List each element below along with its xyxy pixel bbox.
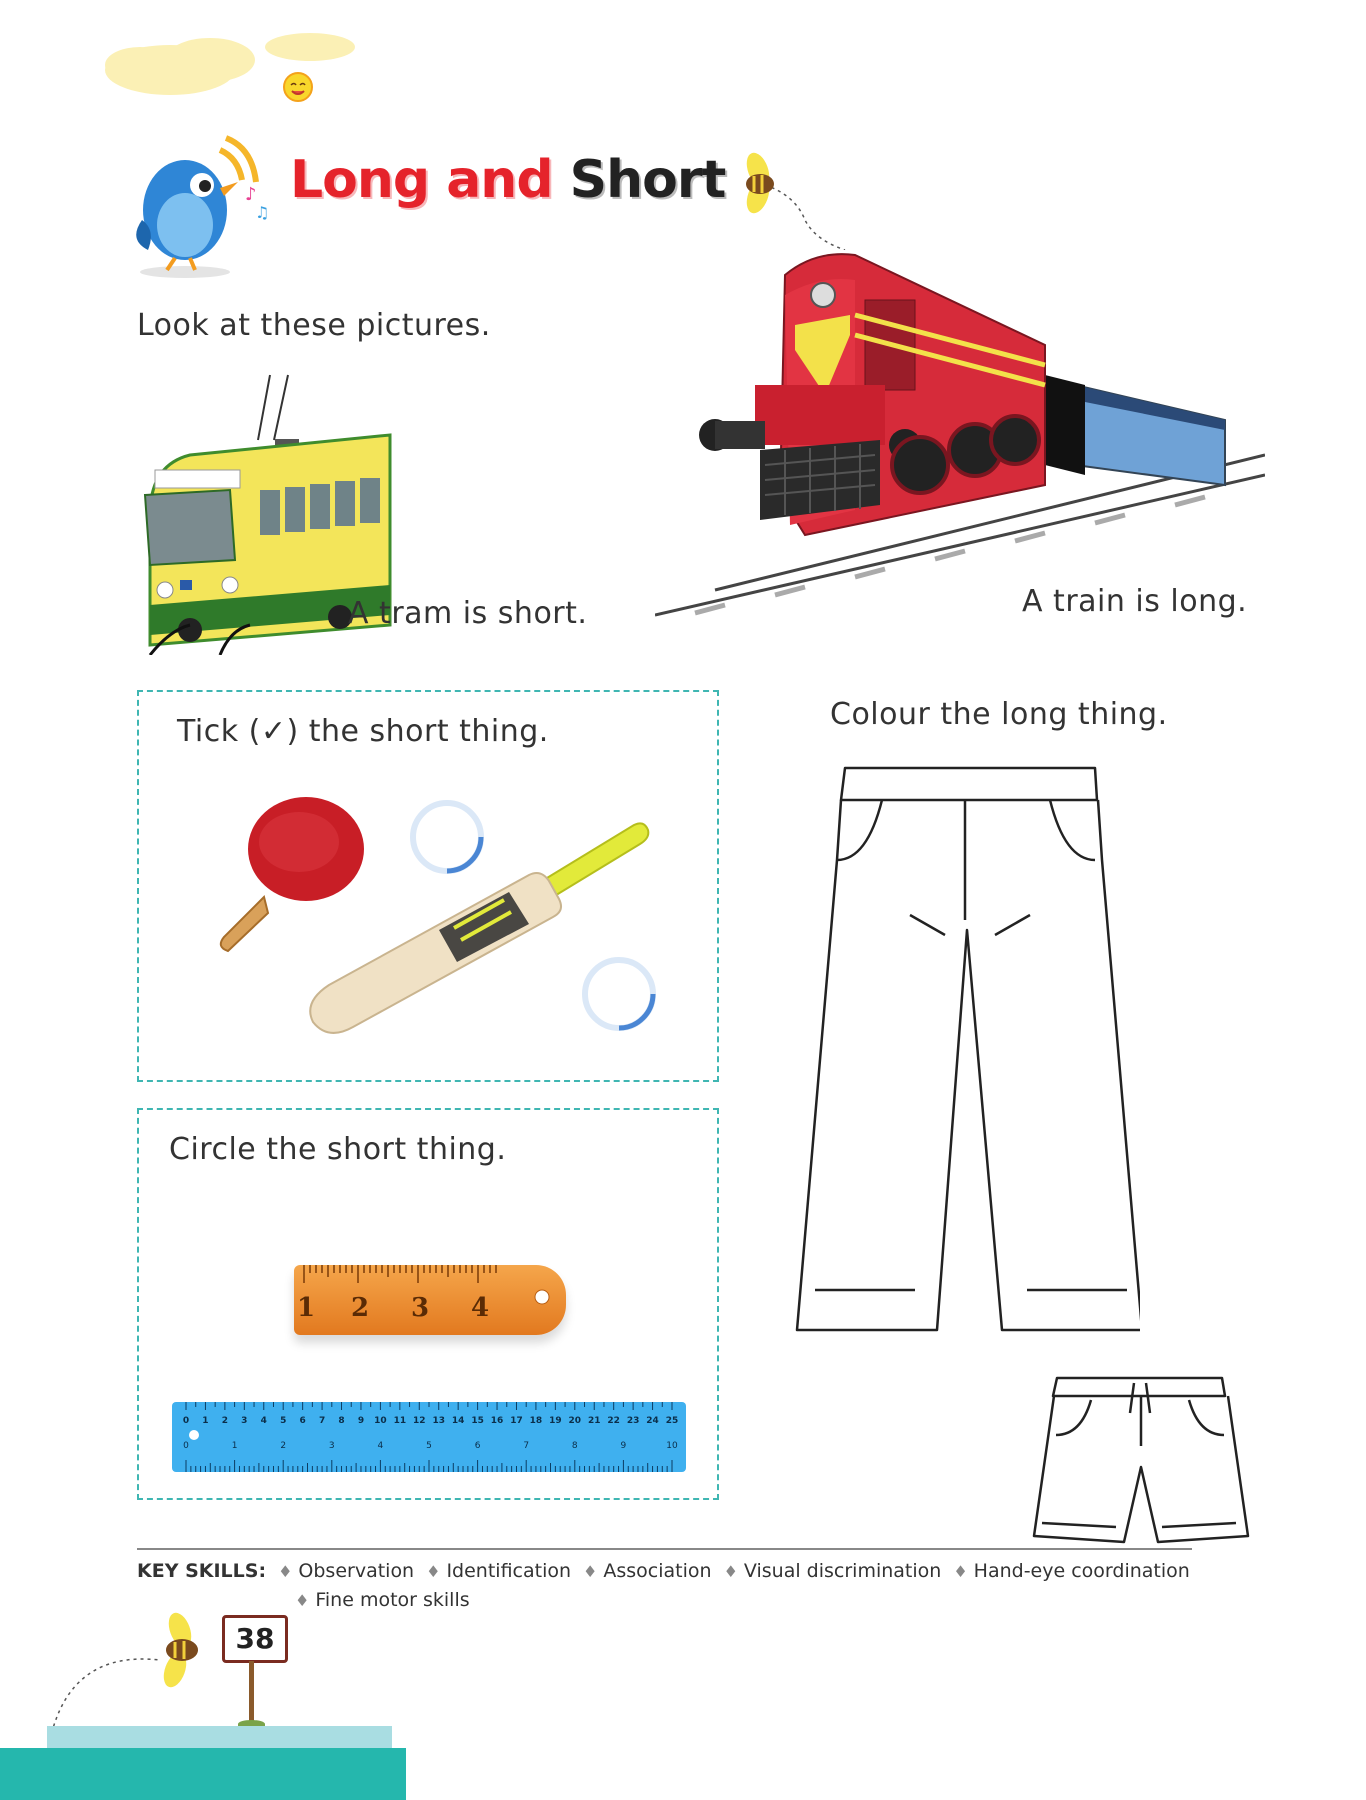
key-skill-item: Identification bbox=[446, 1560, 572, 1582]
bottom-light-strip bbox=[47, 1726, 392, 1748]
long-ruler-ticks bbox=[172, 1402, 686, 1472]
long-ruler-top-number: 7 bbox=[318, 1416, 326, 1426]
long-ruler-top-number: 12 bbox=[413, 1416, 426, 1426]
long-ruler-svg bbox=[172, 1402, 686, 1472]
long-ruler-bottom-number: 10 bbox=[666, 1441, 678, 1451]
clouds-sun-decoration bbox=[100, 25, 360, 115]
long-ruler-hole bbox=[189, 1430, 199, 1440]
long-ruler-bottom-number: 8 bbox=[571, 1441, 578, 1451]
long-ruler-top-number: 10 bbox=[374, 1416, 387, 1426]
short-ruler-number: 2 bbox=[351, 1293, 370, 1323]
long-ruler-top-number: 1 bbox=[202, 1416, 209, 1426]
long-ruler-bottom-number: 2 bbox=[280, 1441, 287, 1451]
long-ruler-top-number: 20 bbox=[568, 1416, 582, 1426]
long-ruler-top-number: 19 bbox=[549, 1416, 562, 1426]
sun-icon bbox=[284, 73, 312, 101]
trousers-outline-picture[interactable] bbox=[795, 765, 1140, 1333]
short-ruler-number: 4 bbox=[471, 1293, 490, 1323]
long-ruler-top-number: 9 bbox=[357, 1416, 365, 1426]
long-ruler-bottom-number: 9 bbox=[620, 1441, 627, 1451]
long-ruler-bottom-number: 0 bbox=[183, 1441, 189, 1451]
short-ruler-number: 1 bbox=[297, 1293, 316, 1323]
train-picture bbox=[655, 235, 1265, 625]
long-ruler-top-number: 13 bbox=[432, 1416, 445, 1426]
short-ruler[interactable] bbox=[294, 1265, 566, 1335]
key-skill-item: Hand-eye coordination bbox=[973, 1560, 1190, 1582]
long-ruler-top-number: 0 bbox=[182, 1416, 190, 1426]
long-ruler-top-number: 24 bbox=[646, 1416, 659, 1426]
long-ruler-top-number: 25 bbox=[665, 1416, 679, 1426]
long-ruler-top-number: 17 bbox=[510, 1416, 523, 1426]
long-ruler-top-number: 6 bbox=[299, 1416, 306, 1426]
long-ruler-top-number: 11 bbox=[393, 1416, 407, 1426]
key-skill-item: Association bbox=[603, 1560, 712, 1582]
shorts-outline-picture[interactable] bbox=[1030, 1375, 1260, 1545]
long-ruler-bottom-number: 4 bbox=[377, 1441, 384, 1451]
tick-box-ring-bottom bbox=[579, 954, 659, 1034]
bottom-bee-icon bbox=[45, 1605, 225, 1745]
sign-post bbox=[249, 1661, 254, 1726]
key-skills: KEY SKILLS: ♦ Observation ♦ Identification ♦ Association ♦ Visual discrimination ♦ Hand-eye coordination ♦ Fine motor skills bbox=[137, 1560, 1190, 1611]
tick-activity-box bbox=[137, 690, 719, 1082]
train-caption: A train is long. bbox=[1022, 584, 1248, 619]
svg-text:♪: ♪ bbox=[245, 184, 257, 205]
colour-instruction: Colour the long thing. bbox=[830, 697, 1168, 732]
singing-bird-icon bbox=[130, 130, 280, 280]
long-ruler-bottom-number: 5 bbox=[426, 1441, 432, 1451]
intro-text: Look at these pictures. bbox=[137, 308, 491, 343]
long-ruler[interactable] bbox=[172, 1402, 686, 1472]
title-short: Short bbox=[569, 150, 726, 210]
long-ruler-top-number: 8 bbox=[338, 1416, 345, 1426]
long-ruler-top-number: 21 bbox=[587, 1416, 601, 1426]
long-ruler-top-number: 22 bbox=[607, 1416, 620, 1426]
title-long: Long and bbox=[290, 150, 553, 210]
long-ruler-top-number: 18 bbox=[529, 1416, 543, 1426]
long-ruler-top-number: 15 bbox=[471, 1416, 484, 1426]
key-skill-item: Fine motor skills bbox=[315, 1589, 470, 1611]
svg-text:♫: ♫ bbox=[255, 203, 270, 222]
key-skill-item: Visual discrimination bbox=[743, 1560, 942, 1582]
long-ruler-top-number: 14 bbox=[451, 1416, 465, 1426]
long-ruler-top-number: 23 bbox=[626, 1416, 640, 1426]
long-ruler-bottom-number: 1 bbox=[231, 1441, 238, 1451]
short-ruler-number: 3 bbox=[411, 1293, 430, 1323]
long-ruler-top-number: 16 bbox=[490, 1416, 504, 1426]
key-skills-label: KEY SKILLS: bbox=[137, 1560, 267, 1582]
key-skill-item: Observation bbox=[298, 1560, 415, 1582]
long-ruler-bottom-number: 3 bbox=[328, 1441, 335, 1451]
page-number: 38 bbox=[222, 1615, 288, 1663]
long-ruler-bottom-number: 7 bbox=[523, 1441, 530, 1451]
circle-activity-box bbox=[137, 1108, 719, 1500]
key-skills-divider bbox=[137, 1548, 1192, 1550]
long-ruler-top-number: 5 bbox=[280, 1416, 287, 1426]
long-ruler-bottom-number: 6 bbox=[474, 1441, 481, 1451]
long-ruler-top-number: 4 bbox=[260, 1416, 267, 1426]
short-ruler-ticks bbox=[294, 1265, 566, 1335]
long-ruler-top-number: 3 bbox=[241, 1416, 248, 1426]
circle-instruction: Circle the short thing. bbox=[169, 1132, 507, 1167]
tick-instruction: Tick (✓) the short thing. bbox=[177, 714, 549, 749]
long-ruler-top-number: 2 bbox=[221, 1416, 229, 1426]
bottom-teal-bar bbox=[0, 1748, 406, 1800]
page-title bbox=[290, 150, 725, 210]
tram-caption: A tram is short. bbox=[348, 596, 588, 631]
